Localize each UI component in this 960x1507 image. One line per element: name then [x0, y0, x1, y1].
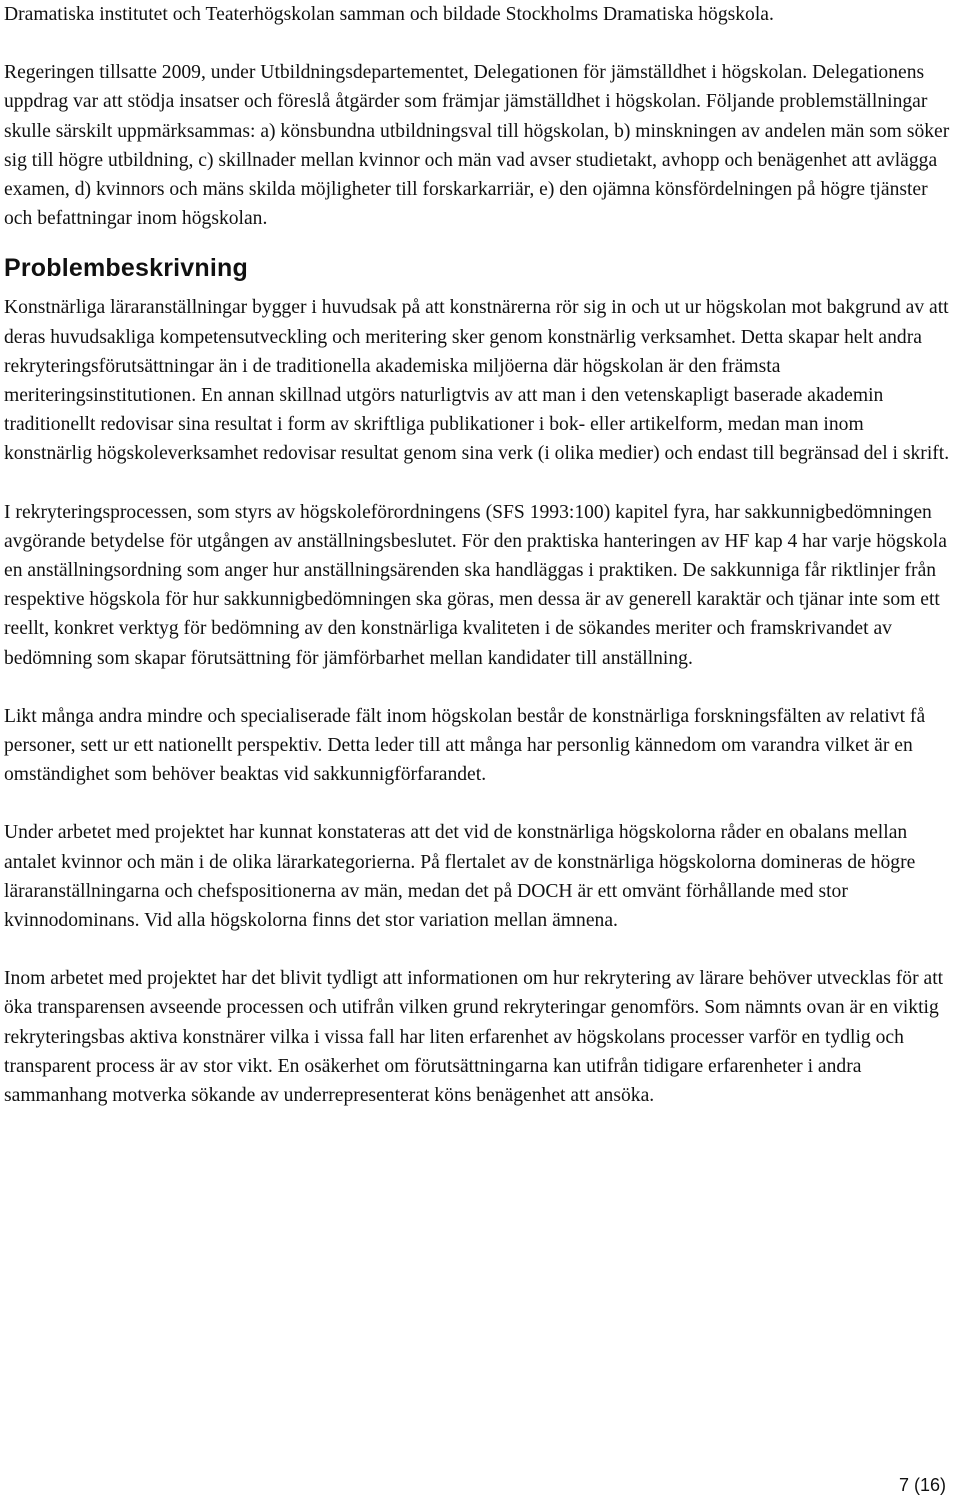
delegation-sentence-1: Regeringen tillsatte 2009, under Utbildningsdepartementet, Delegationen för jämställdhet i högskolan. [4, 62, 808, 84]
paragraph-gap [4, 469, 956, 498]
body-paragraph-4: Under arbetet med projektet har kunnat konstateras att det vid de konstnärliga högskolorna råder en obalans mellan antalet kvinnor och män i de olika lärarkategorierna. På flertalet av de konstnärliga högskolorna domineras de högre läraranställningarna och chefspositionerna av män, medan det på DOCH är ett omvänt förhållande med stor kvinnodominans. Vid alla högskolorna finns det stor variation mellan ämnena. [4, 822, 916, 932]
paragraph-gap [4, 935, 956, 964]
paragraph-gap [4, 789, 956, 818]
paragraph-gap [4, 673, 956, 702]
body-paragraph-2: I rekryteringsprocessen, som styrs av högskoleförordningens (SFS 1993:100) kapitel fyra, har sakkunnigbedömningen avgörande betydelse för utgången av anställningsbeslutet. För den praktiska hanteringen av HF kap 4 har varje högskola en anställningsordning som anger hur anställningsärenden ska handläggas i praktiken. De sakkunniga får riktlinjer från respektive högskola för hur sakkunnigbedömningen ska göras, men dessa är av generell karaktär och tjänar inte som ett reellt, konkret verktyg för bedömning av den konstnärliga kvaliteten i de sökandes meriter och framskrivandet av bedömning som skapar förutsättning för jämförbarhet mellan kandidater till anställning. [4, 501, 947, 669]
section-heading: Problembeskrivning [4, 254, 248, 283]
intro-paragraph: Dramatiska institutet och Teaterhögskolan samman och bildade Stockholms Dramatiska högskola. [4, 4, 774, 25]
body-paragraph-3: Likt många andra mindre och specialiserade fält inom högskolan består de konstnärliga forskningsfälten av relativt få personer, sett ur ett nationellt perspektiv. Detta leder till att många har personlig kännedom om varandra vilket är en omständighet som behöver beaktas vid sakkunnigförfarandet. [4, 705, 926, 786]
delegation-sentence-2: Delegationens uppdrag var att stödja insatser och föreslå åtgärder som främjar jämställdhet i högskolan. [4, 62, 925, 113]
body-paragraph-5: Inom arbetet med projektet har det blivit tydligt att informationen om hur rekrytering av lärare behöver utvecklas för att öka transparensen avseende processen och utifrån vilken grund rekryteringar genomförs. Som nämnts ovan är en viktig rekryteringsbas aktiva konstnärer vilka i vissa fall har liten erfarenhet av högskolans processer varför en tydlig och transparent process är av stor vikt. En osäkerhet om förutsättningarna kan utifrån tidigare erfarenheter i andra sammanhang motverka sökande av underrepresenterat köns benägenhet att ansöka. [4, 968, 944, 1107]
paragraph-gap [4, 29, 956, 58]
body-paragraph-1: Konstnärliga läraranställningar bygger i huvudsak på att konstnärerna rör sig in och ut ur högskolan mot bakgrund av att deras huvudsakliga kompetensutveckling och meritering sker genom konstnärlig verksamhet. Detta skapar helt andra rekryteringsförutsättningar än i de traditionella akademiska miljöerna där högskolan är den främsta meriteringsinstitutionen. En annan skillnad utgörs naturligtvis av att man i den vetenskapligt baserade akademin traditionellt redovisar sina resultat i form av skriftliga publikationer i bok- eller artikelform, medan man inom konstnärlig högskoleverksamhet redovisar resultat genom sina verk (i olika medier) och endast till begränsad del i skrift. [4, 297, 950, 465]
delegation-sentence-3: Följande problemställningar skulle särskilt uppmärksammas: a) könsbundna utbildningsval till högskolan, b) minskningen av andelen män som söker sig till högre utbildning, c) skillnader mellan kvinnor och män vad avser studietakt, avhopp och benägenhet att avlägga examen, d) kvinnors och mäns skilda möjligheter till forskarkarriär, e) den ojämna könsfördelningen på högre tjänster och befattningar inom högskolan. [4, 91, 950, 230]
heading-gap-top [4, 233, 956, 253]
page-number: 7 (16) [898, 1475, 946, 1495]
delegation-paragraph [4, 58, 956, 233]
heading-gap-bottom [4, 283, 956, 293]
document-page [4, 0, 956, 1110]
